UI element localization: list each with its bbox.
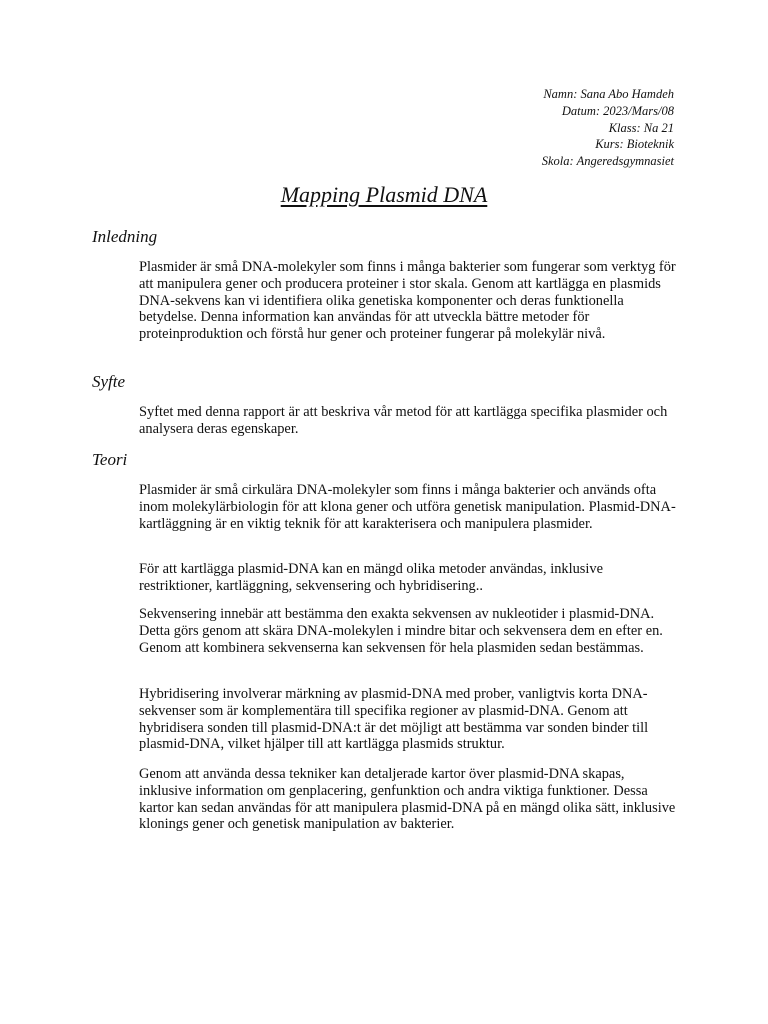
course-info: Kurs: Bioteknik <box>595 137 674 152</box>
paragraph-inledning: Plasmider är små DNA-molekyler som finns i många bakterier som fungerar som verktyg för att manipulera gener och producera proteiner i stor skala. Genom att kartlägga en plasmids DNA-sekvens kan vi identifiera olika genetiska komponenter och deras funktionella betydelse. Denna information kan användas för att utveckla bättre metoder för proteinproduktion och förstå hur gener och proteiner fungerar på molekylär nivå. <box>139 259 676 343</box>
document-title: Mapping Plasmid DNA <box>280 182 488 207</box>
paragraph-teori-5: Genom att använda dessa tekniker kan detaljerade kartor över plasmid-DNA skapas, inklusive information om genplacering, genfunktion och andra viktiga funktioner. Dessa kartor kan sedan användas för att manipulera plasmid-DNA på en mängd olika sätt, inklusive klonings gener och genetisk manipulation av bakterier. <box>139 766 676 833</box>
school-info: Skola: Angeredsgymnasiet <box>541 154 674 169</box>
heading-teori: Teori <box>92 450 128 469</box>
heading-syfte: Syfte <box>92 372 126 391</box>
paragraph-teori-3: Sekvensering innebär att bestämma den exakta sekvensen av nukleotider i plasmid-DNA. Detta görs genom att skära DNA-molekylen i mindre bitar och sekvensera dem en efter en. Genom att kombinera sekvenserna kan sekvensen för hela plasmiden sedan bestämmas. <box>139 606 663 656</box>
document-date: Datum: 2023/Mars/08 <box>561 103 674 118</box>
paragraph-syfte: Syftet med denna rapport är att beskriva vår metod för att kartlägga specifika plasmider och analysera deras egenskaper. <box>139 404 668 437</box>
author-info-block <box>542 86 674 170</box>
heading-inledning: Inledning <box>92 227 158 246</box>
paragraph-teori-2: För att kartlägga plasmid-DNA kan en mängd olika metoder användas, inklusive restriktioner, kartläggning, sekvensering och hybridisering.. <box>139 561 603 594</box>
paragraph-teori-4: Hybridisering involverar märkning av plasmid-DNA med prober, vanligtvis korta DNA-sekvenser som är komplementära till specifika regioner av plasmid-DNA. Genom att hybridisera sonden till plasmid-DNA:t är det möjligt att bestämma var sonden binder till plasmid-DNA, vilket hjälper till att kartlägga plasmids struktur. <box>139 686 649 753</box>
class-info: Klass: Na 21 <box>608 120 674 135</box>
author-name: Namn: Sana Abo Hamdeh <box>543 87 674 101</box>
paragraph-teori-1: Plasmider är små cirkulära DNA-molekyler som finns i många bakterier och används ofta inom molekylärbiologin för att klona gener och utföra genetisk manipulation. Plasmid-DNA-kartläggning är en viktig teknik för att karakterisera och manipulera plasmider. <box>139 482 676 532</box>
